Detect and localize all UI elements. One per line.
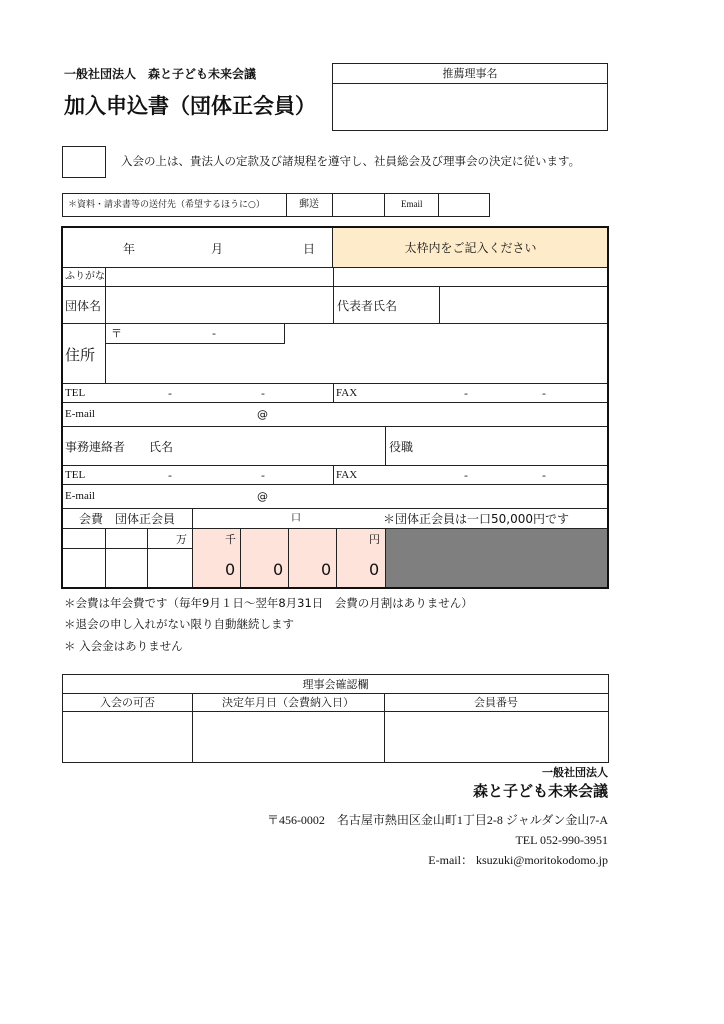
board-title: 理事会確認欄 (302, 678, 369, 691)
postal-mark: 〒 (111, 327, 122, 340)
delivery-email-cell (384, 194, 438, 216)
recommender-header (333, 64, 607, 84)
position-label: 役職 (389, 440, 414, 454)
agreement-text: 入会の上は、貴法人の定款及び諸規程を遵守し、社員総会及び理事会の決定に従います。 (121, 154, 581, 168)
address-row (63, 324, 607, 384)
fax-dash-1b: - (542, 387, 546, 400)
fax-label-1: FAX (336, 387, 358, 399)
fee-label: 会費 団体正会員 (79, 512, 176, 526)
amount-cell-3[interactable] (288, 529, 336, 587)
fee-units-input[interactable] (192, 509, 384, 528)
footer-org-name: 森と子ども未来会議 (472, 782, 608, 800)
group-name-input[interactable] (105, 287, 333, 323)
fax-dash-1a: - (464, 387, 468, 400)
date-row (63, 228, 607, 268)
amount-cell-4[interactable] (336, 529, 385, 587)
delivery-post-check[interactable] (332, 194, 384, 216)
agreement-checkbox[interactable] (62, 146, 106, 178)
tel-dash-2a: - (168, 469, 172, 482)
fax-cell-2[interactable] (333, 466, 607, 484)
amount-digit-1: 0 (225, 560, 236, 579)
furigana-row (63, 268, 607, 287)
instruction-text: 太枠内をご記入ください (404, 241, 537, 255)
recommender-input[interactable] (333, 84, 607, 130)
instruction-cell (332, 228, 607, 267)
tel-label-1: TEL (65, 387, 86, 399)
amount-cell-1[interactable] (192, 529, 240, 587)
rep-name-label: 代表者氏名 (337, 299, 398, 313)
note-1: ＊会費は年会費です（毎年9月１日～翌年8月31日 会費の月割はありません） (64, 596, 473, 610)
board-header-row (63, 694, 608, 712)
email-at-2: @ (257, 490, 268, 503)
address-label: 住所 (65, 346, 96, 364)
email-at-1: @ (257, 408, 268, 421)
furigana-input-2[interactable] (333, 268, 607, 286)
fax-cell-1[interactable] (333, 384, 607, 402)
fee-unit-label: 口 (291, 513, 301, 524)
footer-email[interactable]: E-mail： ksuzuki@moritokodomo.jp (428, 853, 608, 867)
day-label: 日 (303, 242, 316, 256)
tel-dash-1a: - (168, 387, 172, 400)
tel-dash-2b: - (261, 469, 265, 482)
contact-row (63, 427, 607, 466)
fee-row (63, 509, 607, 529)
postal-dash: - (212, 327, 216, 340)
board-title-row (63, 675, 608, 694)
email-label-2: E-mail (65, 490, 95, 502)
fax-dash-2b: - (542, 469, 546, 482)
footer-org-type: 一般社団法人 (542, 766, 608, 779)
board-date-input[interactable] (193, 712, 384, 762)
note-3: ＊ 入会金はありません (64, 639, 183, 653)
man-label: 万 (176, 533, 187, 546)
footer-tel: TEL 052-990-3951 (515, 833, 608, 847)
delivery-post-cell (286, 194, 332, 216)
org-line: 一般社団法人 森と子ども未来会議 (64, 67, 257, 81)
sen-label: 千 (225, 533, 236, 546)
furigana-input[interactable] (105, 268, 333, 286)
amount-digit-2: 0 (273, 560, 284, 579)
amount-digit-4: 0 (369, 560, 380, 579)
recommender-label: 推薦理事名 (442, 67, 498, 80)
amount-grid (63, 529, 607, 587)
board-col-member-no: 会員番号 (474, 696, 518, 709)
tel-dash-1b: - (261, 387, 265, 400)
fax-dash-2a: - (464, 469, 468, 482)
fax-label-2: FAX (336, 469, 358, 481)
delivery-email-check[interactable] (438, 194, 489, 216)
contact-label: 事務連絡者 氏名 (65, 440, 174, 454)
email-row-2[interactable] (63, 485, 607, 509)
recommender-box (332, 63, 608, 131)
amount-divider-1 (105, 529, 106, 587)
note-2: ＊退会の申し入れがない限り自動継続します (64, 617, 294, 631)
amount-gray-area (385, 529, 607, 587)
year-label: 年 (123, 242, 136, 256)
rep-name-input[interactable] (439, 287, 607, 323)
delivery-email-label: Email (401, 199, 423, 209)
month-label: 月 (211, 242, 224, 256)
board-approval-input[interactable] (63, 712, 192, 762)
delivery-label: ＊資料・請求書等の送付先（希望するほうに○） (68, 200, 265, 210)
position-cell[interactable] (385, 427, 607, 465)
board-member-no-input[interactable] (385, 712, 608, 762)
footer-address: 〒456-0002 名古屋市熱田区金山町1丁目2-8 ジャルダン金山7-A (266, 813, 608, 827)
yen-label: 円 (369, 533, 380, 546)
rep-name-cell (333, 287, 439, 323)
group-row (63, 287, 607, 324)
email-row-1[interactable] (63, 403, 607, 427)
fee-note: ＊団体正会員は一口50,000円です (383, 512, 569, 526)
postal-code-box[interactable] (105, 324, 285, 344)
delivery-row (62, 193, 490, 217)
amount-divider-2 (147, 529, 148, 587)
board-col-approval: 入会の可否 (100, 696, 155, 709)
tel-row-2 (63, 466, 607, 485)
tel-row-1 (63, 384, 607, 403)
main-form (61, 226, 609, 589)
group-name-label: 団体名 (65, 299, 102, 313)
page-title: 加入申込書（団体正会員） (64, 94, 316, 118)
tel-label-2: TEL (65, 469, 86, 481)
email-label-1: E-mail (65, 408, 95, 420)
delivery-post-label: 郵送 (299, 199, 319, 210)
board-col-date: 決定年月日（会費納入日） (222, 696, 354, 709)
furigana-label: ふりがな (65, 271, 105, 282)
amount-cell-2[interactable] (240, 529, 288, 587)
amount-digit-3: 0 (321, 560, 332, 579)
board-table (62, 674, 609, 763)
